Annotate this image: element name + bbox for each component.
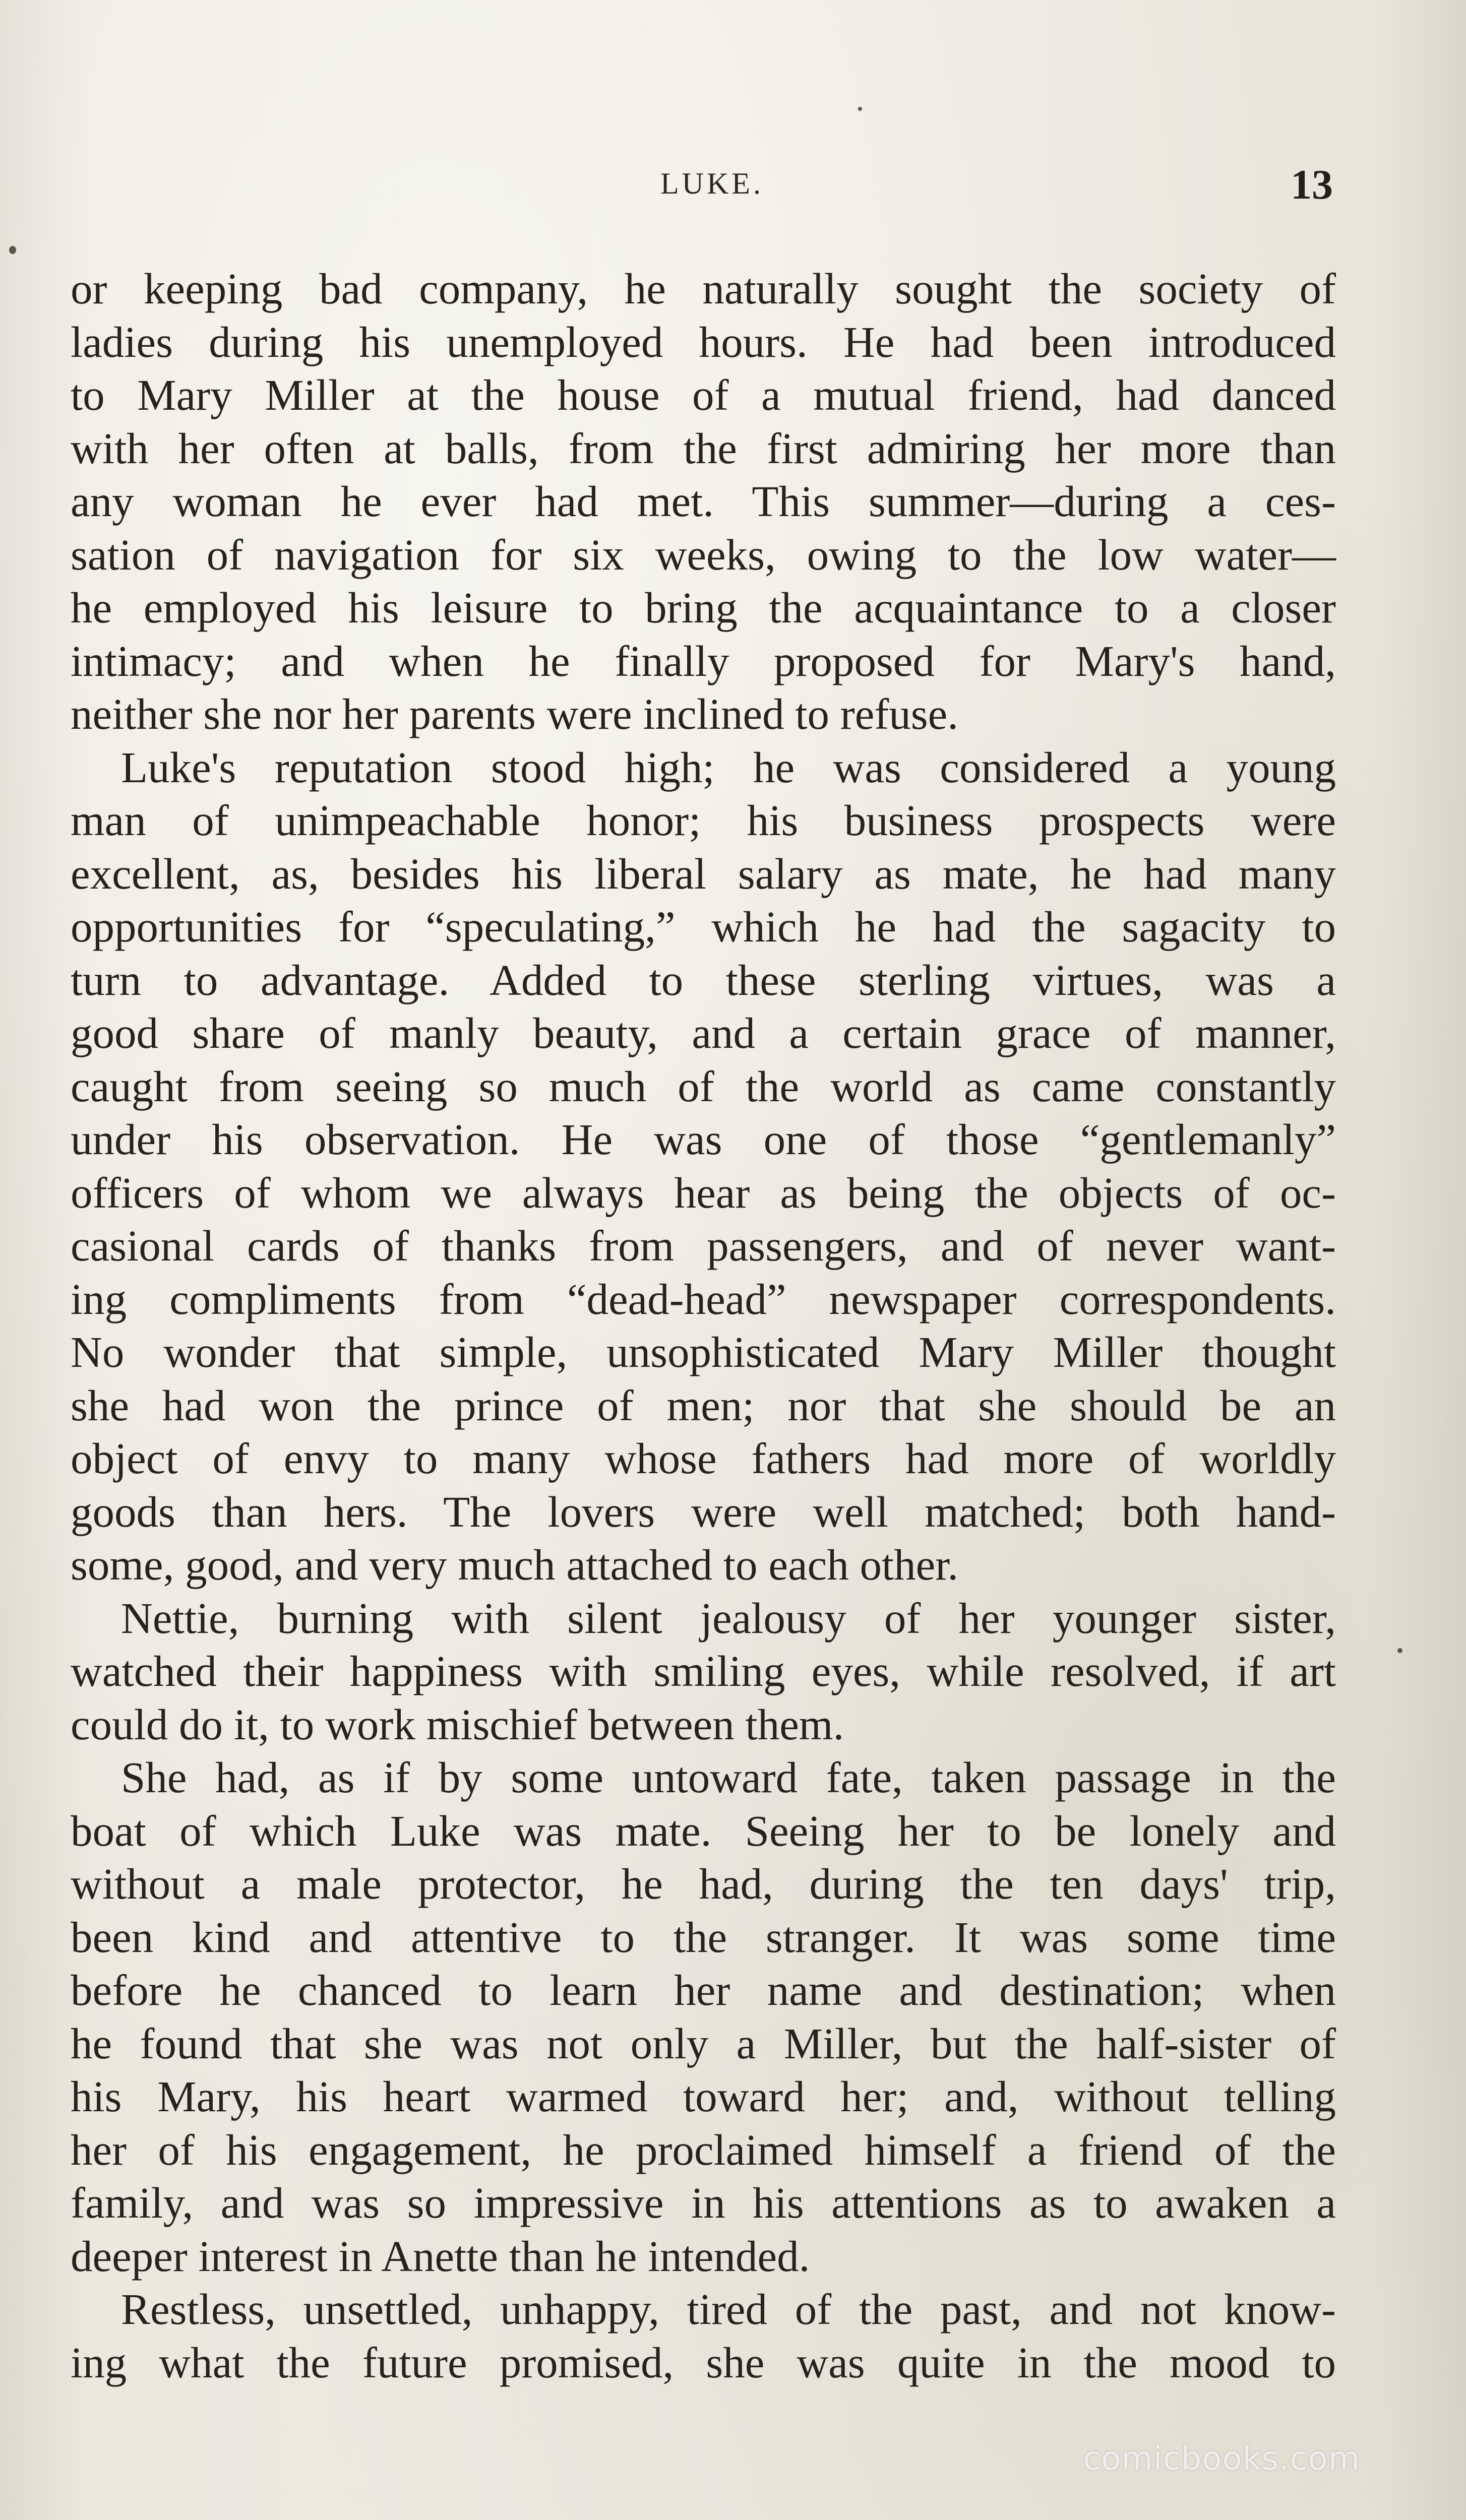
text-line: Nettie, burning with silent jealousy of her younger sister, [121, 1593, 1336, 1643]
text-line: she had won the prince of men; nor that she should be an [71, 1380, 1336, 1430]
text-line: opportunities for “speculating,” which he had the sagacity to [71, 902, 1336, 951]
text-line: his Mary, his heart warmed toward her; and, without telling [71, 2072, 1336, 2121]
text-line: ladies during his unemployed hours. He had been introduced [71, 317, 1336, 366]
text-line: officers of whom we always hear as being the objects of oc- [71, 1168, 1336, 1217]
text-line: some, good, and very much attached to each other. [71, 1540, 959, 1589]
text-line: or keeping bad company, he naturally sought the society of [71, 264, 1336, 313]
text-line: turn to advantage. Added to these sterling virtues, was a [71, 955, 1336, 1004]
paragraph [71, 262, 1336, 741]
paragraph [71, 1751, 1336, 2283]
watermark: comicbooks.com [1083, 2440, 1361, 2478]
text-line: watched their happiness with smiling eyes, while resolved, if art [71, 1647, 1336, 1695]
text-line: her of his engagement, he proclaimed himself a friend of the [71, 2125, 1336, 2174]
text-line: No wonder that simple, unsophisticated Mary Miller thought [71, 1328, 1336, 1376]
text-line: deeper interest in Anette than he intended. [71, 2231, 810, 2281]
ink-speck [1397, 1648, 1402, 1653]
text-line: good share of manly beauty, and a certain grace of manner, [71, 1009, 1336, 1057]
text-line: She had, as if by some untoward fate, taken passage in the [121, 1753, 1336, 1802]
paragraph [71, 2283, 1336, 2389]
text-line: sation of navigation for six weeks, owing to the low water— [71, 530, 1336, 579]
text-line: casional cards of thanks from passengers, and of never want- [71, 1221, 1336, 1270]
text-line: man of unimpeachable honor; his business prospects were [71, 796, 1336, 845]
paragraph [71, 741, 1336, 1592]
text-line: ing compliments from “dead-head” newspaper correspondents. [71, 1274, 1336, 1324]
page-number: 13 [1291, 161, 1333, 208]
ink-speck [9, 246, 16, 254]
text-line: any woman he ever had met. This summer—during a ces- [71, 477, 1336, 526]
text-line: intimacy; and when he finally proposed for Mary's hand, [71, 636, 1336, 685]
text-line: boat of which Luke was mate. Seeing her to be lonely and [71, 1806, 1336, 1855]
text-line: to Mary Miller at the house of a mutual friend, had danced [71, 370, 1336, 419]
running-head: LUKE. [660, 167, 764, 200]
text-line: with her often at balls, from the first admiring her more than [71, 423, 1336, 473]
text-line: before he chanced to learn her name and destination; when [71, 1966, 1336, 2014]
text-line: could do it, to work mischief between them. [71, 1699, 844, 1749]
ink-speck [858, 107, 862, 111]
text-line: he employed his leisure to bring the acquaintance to a closer [71, 583, 1336, 632]
text-line: object of envy to many whose fathers had more of worldly [71, 1434, 1336, 1483]
text-line: excellent, as, besides his liberal salary as mate, he had many [71, 849, 1336, 898]
text-line: neither she nor her parents were inclined to refuse. [71, 689, 959, 738]
text-line: Luke's reputation stood high; he was considered a young [121, 742, 1336, 792]
body-text [71, 262, 1336, 2389]
text-line: caught from seeing so much of the world as came constantly [71, 1061, 1336, 1111]
text-line: he found that she was not only a Miller, but the half-sister of [71, 2019, 1336, 2068]
text-line: ing what the future promised, she was quite in the mood to [71, 2338, 1336, 2387]
text-line: without a male protector, he had, during the ten days' trip, [71, 1859, 1336, 1908]
text-line: Restless, unsettled, unhappy, tired of the past, and not know- [121, 2285, 1336, 2334]
text-line: been kind and attentive to the stranger. It was some time [71, 1912, 1336, 1962]
text-line: goods than hers. The lovers were well matched; both hand- [71, 1487, 1336, 1536]
text-line: under his observation. He was one of those “gentlemanly” [71, 1115, 1336, 1164]
paragraph [71, 1592, 1336, 1751]
text-line: family, and was so impressive in his attentions as to awaken a [71, 2178, 1336, 2227]
